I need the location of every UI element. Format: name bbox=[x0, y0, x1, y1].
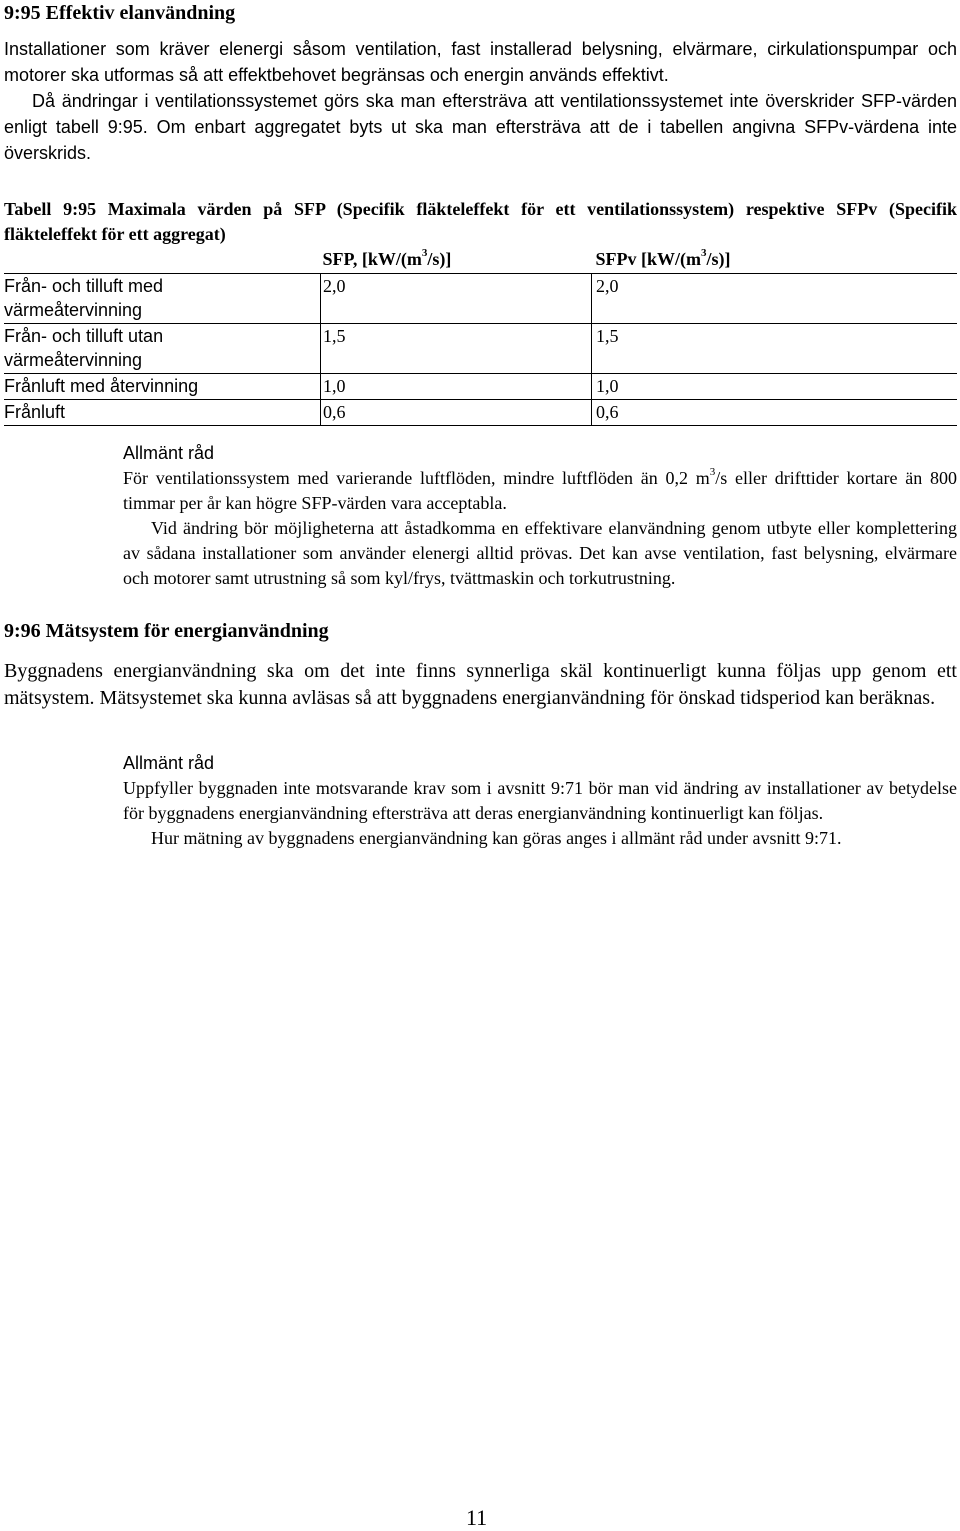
advice-paragraph-1: Uppfyller byggnaden inte motsvarande krav som i avsnitt 9:71 bör man vid ändring av installationer av betydelse för byggnadens energianvändning eftersträva att deras energianvändning kontinuerligt kan följas. bbox=[123, 778, 957, 823]
table-header-sfpv bbox=[592, 247, 958, 274]
row-sfp-value: 2,0 bbox=[321, 274, 592, 324]
sfpv-header-end: /s)] bbox=[706, 249, 731, 269]
sfp-header-sup: 3 bbox=[421, 247, 428, 259]
table-caption: Tabell 9:95 Maximala värden på SFP (Specifik fläkteleffekt för ett ventilationssystem) respektive SFPv (Specifik fläkteleffekt för ett aggregat) bbox=[4, 199, 957, 244]
row-sfp-value: 0,6 bbox=[321, 400, 592, 426]
section-heading-9-95: 9:95 Effektiv elanvändning bbox=[4, 2, 236, 24]
row-sfpv-value: 1,5 bbox=[592, 324, 958, 374]
table-header-empty bbox=[4, 247, 321, 274]
table-row bbox=[4, 400, 957, 426]
paragraph-ventilation-changes: Då ändringar i ventilationssystemet görs ska man eftersträva att ventilationssystemet inte överskrider SFP-värden enligt tabell 9:95. Om enbart aggregatet byts ut ska man eftersträva att de i tabellen angivna SFPv-värdena inte överskrids. bbox=[4, 91, 957, 163]
table-row bbox=[4, 324, 957, 374]
general-advice-2 bbox=[123, 751, 957, 851]
table-header-sfp bbox=[321, 247, 592, 274]
row-label-line1: Från- och tilluft med bbox=[4, 276, 164, 296]
advice-text-start: För ventilationssystem med varierande luftflöden, mindre luftflöden än 0,2 m bbox=[123, 468, 710, 488]
row-sfpv-value: 2,0 bbox=[592, 274, 958, 324]
row-sfp-value: 1,5 bbox=[321, 324, 592, 374]
advice-label: Allmänt råd bbox=[123, 753, 215, 773]
advice-paragraph-2: Hur mätning av byggnadens energianvändning kan göras anges i allmänt råd under avsnitt 9:71. bbox=[151, 828, 842, 848]
advice-paragraph-2: Vid ändring bör möjligheterna att åstadkomma en effektivare elanvändning genom utbyte eller komplettering av sådana installationer som använder elenergi alltid prövas. Det kan avse ventilation, fast belysning, elvärmare och motorer samt utrustning så som kyl/frys, tvättmaskin och torkutrustning. bbox=[123, 518, 957, 588]
sfp-header-text: SFP, [kW/(m bbox=[322, 249, 422, 269]
row-sfpv-value: 1,0 bbox=[592, 374, 958, 400]
sfpv-header-sup: 3 bbox=[701, 247, 707, 259]
page-number: 11 bbox=[466, 1505, 488, 1530]
row-sfpv-value: 0,6 bbox=[592, 400, 958, 426]
paragraph-installations: Installationer som kräver elenergi såsom ventilation, fast installerad belysning, elvärmare, cirkulationspumpar och motorer ska utformas så att effektbehovet begränsas och energin används effektivt. bbox=[4, 39, 957, 85]
row-label-line2: värmeåtervinning bbox=[4, 350, 143, 370]
section-heading-9-96: 9:96 Mätsystem för energianvändning bbox=[4, 620, 329, 642]
advice-text-sup: 3 bbox=[709, 466, 716, 478]
row-sfp-value: 1,0 bbox=[321, 374, 592, 400]
section-9-95-body bbox=[4, 36, 957, 166]
sfpv-header-text: SFPv [kW/(m bbox=[595, 249, 701, 269]
section-9-96-body: Byggnadens energianvändning ska om det inte finns synnerliga skäl kontinuerligt kunna följas upp genom ett mätsystem. Mätsystemet ska kunna avläsas så att byggnadens energianvändning för önskad tidsperiod kan beräknas. bbox=[4, 660, 957, 709]
advice-paragraph-1 bbox=[123, 466, 957, 516]
table-header-row bbox=[4, 247, 957, 274]
row-label bbox=[4, 324, 321, 374]
row-label: Frånluft bbox=[4, 400, 321, 426]
row-label-line2: värmeåtervinning bbox=[4, 300, 143, 320]
row-label-line1: Från- och tilluft utan bbox=[4, 326, 164, 346]
row-label bbox=[4, 274, 321, 324]
table-row bbox=[4, 374, 957, 400]
sfp-table bbox=[4, 247, 957, 426]
advice-label: Allmänt råd bbox=[123, 443, 215, 463]
sfp-header-end: /s)] bbox=[427, 249, 452, 269]
general-advice-1 bbox=[123, 441, 957, 591]
row-label: Frånluft med återvinning bbox=[4, 374, 321, 400]
advice-text-end: /s eller drifttider kortare än 800 timmar per år kan högre SFP-värden vara acceptabla. bbox=[123, 468, 957, 513]
table-row bbox=[4, 274, 957, 324]
